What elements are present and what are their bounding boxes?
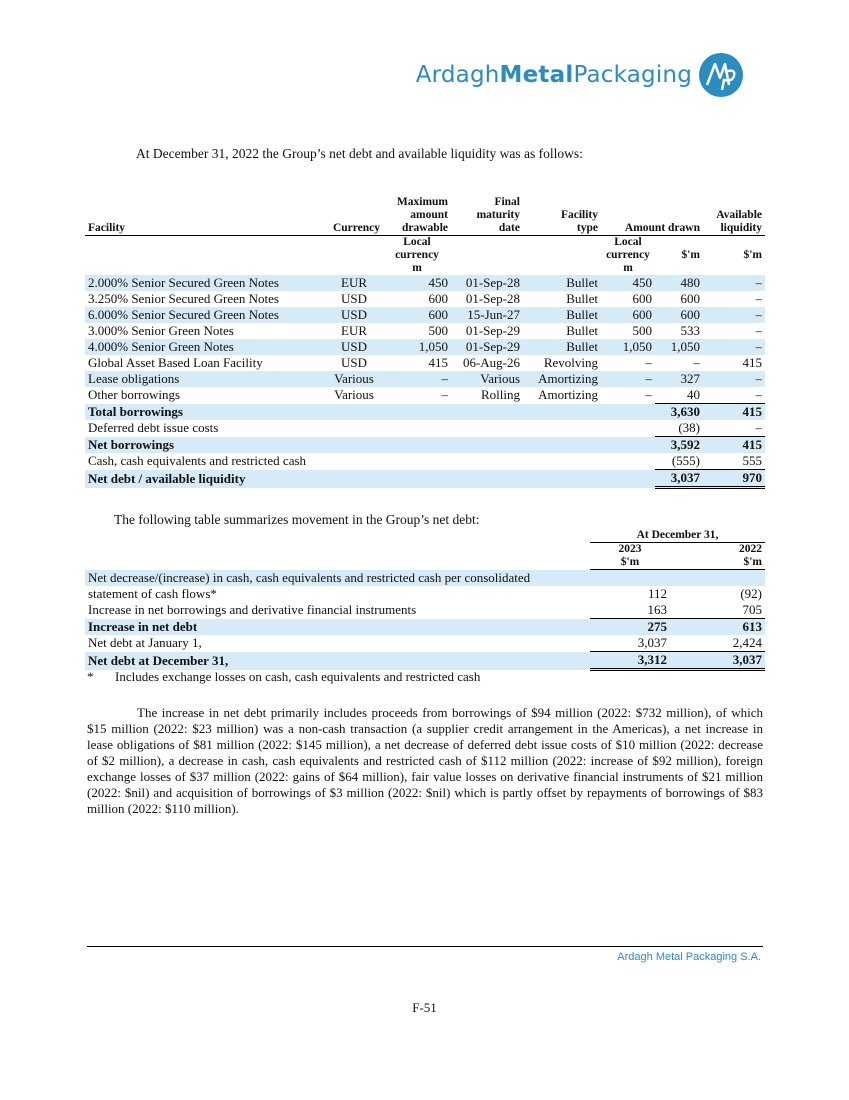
row-label-line1: Net decrease/(increase) in cash, cash equivalents and restricted cash per consolidated [85,570,590,587]
header-year-2023: 2023 [618,543,642,555]
table-row [85,602,765,619]
table-row [85,371,765,387]
logo-word-metal: Metal [499,62,574,88]
subheader-local-1a: Local [403,236,431,248]
total-label: Net debt / available liquidity [85,470,655,488]
drawn-usd-cell: 327 [655,371,703,387]
total-label: Total borrowings [85,404,655,421]
facility-cell: Lease obligations [85,371,325,387]
table-header-row [85,209,765,222]
total-label: Net borrowings [85,437,655,454]
facility-cell: 2.000% Senior Secured Green Notes [85,275,325,291]
total-row [85,404,765,421]
type-cell: Amortizing [538,387,598,403]
available-cell: – [703,387,765,404]
type-cell: Bullet [523,307,601,323]
total-drawn-cell: 3,592 [655,437,703,454]
table-row [85,323,765,339]
header-type-2: type [523,222,601,236]
net-debt-liquidity-table [85,196,765,489]
header-unit-2023: $'m [590,556,670,570]
total-available-cell: – [703,420,765,437]
table-row [85,307,765,323]
table-subheader-row [85,249,765,262]
page-number: F-51 [412,1000,437,1015]
total-row [85,470,765,488]
table-row [85,635,765,652]
table-header-row [85,556,765,570]
footer-company-name: Ardagh Metal Packaging S.A. [617,951,761,963]
currency-cell: USD [325,339,383,355]
header-at-december: At December 31, [590,529,765,543]
total-drawn-cell: (38) [655,420,703,437]
available-cell: – [703,275,765,291]
max-amount-cell: 600 [383,307,451,323]
drawn-local-cell: 1,050 [601,339,655,355]
total-row [85,420,765,437]
header-maturity-3: date [451,222,523,236]
footnote [87,669,480,685]
available-cell: 415 [742,355,762,370]
type-cell: Amortizing [523,371,601,387]
total-available-cell: 415 [703,404,765,421]
facility-cell: 3.000% Senior Green Notes [88,323,234,338]
currency-cell: EUR [341,323,367,338]
available-cell: – [755,291,762,306]
row-label: Net debt at January 1, [88,635,202,651]
currency-cell: USD [340,355,367,370]
footer-divider [87,946,763,947]
header-type-1: Facility [560,209,598,221]
total-label: Cash, cash equivalents and restricted cash [88,453,307,469]
intro-text: At December 31, 2022 the Group’s net debt and available liquidity was as follows: [136,146,583,161]
drawn-usd-cell: 1,050 [655,339,703,355]
header-max-amount-1: Maximum [396,196,448,208]
table-row [85,652,765,670]
max-amount-cell: 1,050 [383,339,451,355]
drawn-usd-cell: – [693,355,700,370]
table-subheader-row [85,236,765,250]
table-row [85,387,765,404]
maturity-cell: Rolling [480,387,520,403]
amp-monogram-icon [698,52,744,98]
subheader-usd-m-2: $'m [743,249,762,261]
header-available-2: liquidity [703,222,765,236]
subheader-local-1c: m [412,262,422,274]
subheader-local-1b: currency [395,249,439,261]
total-available-cell: 970 [703,470,765,488]
drawn-usd-cell: 533 [680,323,700,338]
maturity-cell: Various [451,371,523,387]
drawn-local-cell: 600 [632,291,652,306]
max-amount-cell: 415 [428,355,448,370]
maturity-cell: 15-Jun-27 [451,307,523,323]
currency-cell: EUR [325,275,383,291]
drawn-local-cell: 450 [601,275,655,291]
company-logo [416,52,744,98]
total-row [85,453,765,470]
maturity-cell: 06-Aug-26 [462,355,520,370]
header-available-1: Available [716,209,762,221]
drawn-usd-cell: 480 [655,275,703,291]
table-row [85,586,765,602]
subheader-local-2c: m [623,262,633,274]
header-currency: Currency [325,222,383,236]
header-amount-drawn: Amount drawn [601,222,703,236]
max-amount-cell: 600 [428,291,448,306]
drawn-usd-cell: 40 [655,387,703,404]
maturity-cell: 01-Sep-28 [451,275,523,291]
max-amount-cell: – [383,371,451,387]
row-label: Net debt at December 31, [85,652,590,670]
value-2023-cell: 112 [647,586,667,601]
header-max-amount-3: drawable [383,222,451,236]
header-year-2022: 2022 [739,543,762,555]
footnote-marker: * [87,669,94,684]
drawn-local-cell: – [645,387,652,403]
value-2022-cell: 2,424 [670,635,765,652]
max-amount-cell: 500 [428,323,448,338]
subheader-local-2b: currency [606,249,650,261]
facility-cell: Other borrowings [88,387,181,403]
maturity-cell: 01-Sep-29 [451,339,523,355]
drawn-local-cell: 600 [601,307,655,323]
total-drawn-cell: 3,037 [655,470,703,488]
value-2022-cell: 705 [670,602,765,619]
drawn-local-cell: – [601,371,655,387]
type-cell: Bullet [523,275,601,291]
value-2023-cell: 3,037 [590,635,670,652]
header-maturity-2: maturity [476,209,520,221]
table-header-row [85,529,765,543]
table-header-row [85,196,765,209]
currency-cell: USD [340,291,367,306]
net-debt-movement-table [85,529,765,671]
currency-cell: Various [334,387,374,403]
maturity-cell: 01-Sep-28 [465,291,520,306]
header-facility: Facility [85,222,325,236]
table-row [85,291,765,307]
value-2022-cell: 613 [670,619,765,636]
facility-cell: 4.000% Senior Green Notes [85,339,325,355]
table-subheader-row [85,262,765,275]
type-cell: Bullet [566,323,598,338]
net-debt-paragraph: The increase in net debt primarily includes proceeds from borrowings of $94 million (2022: $732 million), of which $15 million (2022: $23 million) was a non-cash transaction (a supplier credit arrangement in the Americas), a net increase in lease obligations of $81 million (2022: $145 million), a net decrease of deferred debt issue costs of $10 million (2022: decrease of $2 million), a decrease in cash, cash equivalents and restricted cash of $112 million (2022: increase of $92 million), foreign exchange losses of $37 million (2022: gains of $64 million), fair value losses on derivative financial instruments of $21 million (2022: $nil) and acquisition of borrowings of $3 million (2022: $nil) which is partly offset by repayments of borrowings of $83 million (2022: $110 million). [87,705,763,816]
facility-cell: 6.000% Senior Secured Green Notes [85,307,325,323]
type-cell: Bullet [566,291,598,306]
available-cell: – [703,371,765,387]
logo-word-packaging: Packaging [573,62,692,88]
total-label: Deferred debt issue costs [88,420,219,436]
table-header-row [85,222,765,236]
drawn-local-cell: – [645,355,652,370]
value-2022-cell: (92) [740,586,762,601]
header-max-amount-2: amount [410,209,448,221]
facility-cell: Global Asset Based Loan Facility [88,355,263,370]
maturity-cell: 01-Sep-29 [465,323,520,338]
table-header-row [85,543,765,557]
available-cell: – [703,339,765,355]
logo-wordmark [416,62,692,88]
row-label: Increase in net debt [85,619,590,636]
table-row [85,619,765,636]
table-row [85,355,765,371]
currency-cell: USD [325,307,383,323]
drawn-local-cell: 500 [632,323,652,338]
drawn-usd-cell: 600 [680,291,700,306]
currency-cell: Various [325,371,383,387]
available-cell: – [703,307,765,323]
drawn-usd-cell: 600 [655,307,703,323]
header-unit-2022: $'m [670,556,765,570]
subheader-usd-m-1: $'m [681,249,700,261]
subheader-local-2a: Local [614,236,642,248]
logo-word-ardagh: Ardagh [415,62,500,88]
max-amount-cell: – [441,387,448,403]
total-available-cell: 555 [703,453,765,470]
value-2023-cell: 163 [590,602,670,619]
available-cell: – [755,323,762,338]
total-drawn-cell: 3,630 [655,404,703,421]
row-label-line2: statement of cash flows* [88,586,217,601]
total-drawn-cell: (555) [655,453,703,470]
value-2022-cell: 3,037 [670,652,765,670]
total-row [85,437,765,454]
table-row [85,570,765,587]
section2-intro-text: The following table summarizes movement in the Group’s net debt: [114,512,480,527]
value-2023-cell: 3,312 [590,652,670,670]
value-2023-cell: 275 [590,619,670,636]
max-amount-cell: 450 [383,275,451,291]
table-row [85,339,765,355]
total-available-cell: 415 [703,437,765,454]
type-cell: Revolving [543,355,598,370]
table-row [85,275,765,291]
row-label: Increase in net borrowings and derivative financial instruments [88,602,417,618]
type-cell: Bullet [523,339,601,355]
footnote-text: Includes exchange losses on cash, cash equivalents and restricted cash [115,669,481,684]
facility-cell: 3.250% Senior Secured Green Notes [88,291,279,306]
header-maturity-1: Final [494,196,520,208]
